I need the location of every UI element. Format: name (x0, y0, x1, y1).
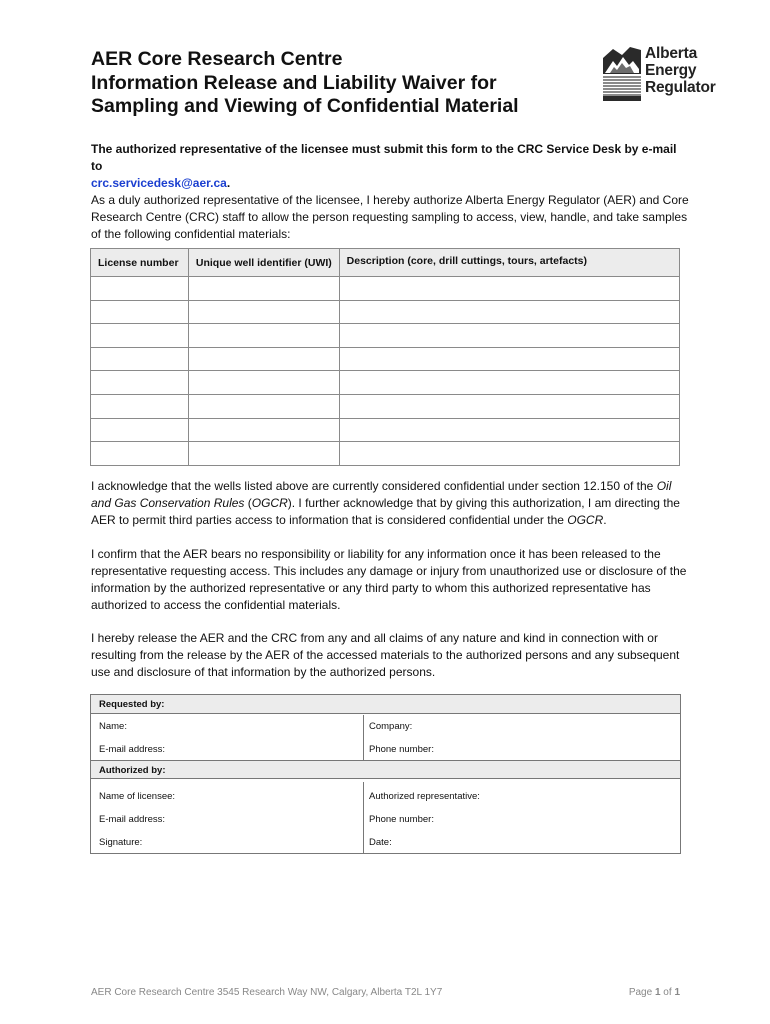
authorizer-phone-field[interactable]: Phone number: (369, 814, 434, 825)
description-cell[interactable] (339, 324, 679, 348)
instruction-text: The authorized representative of the licensee must submit this form to the CRC Service Desk by e-mail to (91, 142, 677, 173)
table-row (91, 371, 680, 395)
acknowledgement-paragraph (91, 478, 691, 529)
description-cell[interactable] (339, 442, 679, 466)
logo-wordmark (645, 45, 716, 96)
requested-by-heading: Requested by: (91, 695, 680, 714)
logo-word-2: Energy (645, 62, 697, 79)
uwi-cell[interactable] (188, 442, 339, 466)
table-row (91, 394, 680, 418)
release-paragraph: I hereby release the AER and the CRC from any and all claims of any nature and kind in connection with or resulting from the release by the AER of the accessed materials to the authorized persons and any subsequent use and disclosure of that information by the authorized persons. (91, 631, 680, 679)
uwi-cell[interactable] (188, 394, 339, 418)
ack-text-a: I acknowledge that the wells listed above are currently considered confidential under section 12.150 of the (91, 479, 657, 493)
date-field[interactable]: Date: (369, 837, 392, 848)
signature-field[interactable]: Signature: (99, 837, 143, 848)
license-cell[interactable] (91, 277, 189, 301)
uwi-cell[interactable] (188, 324, 339, 348)
page-current: 1 (654, 987, 661, 998)
license-cell[interactable] (91, 300, 189, 324)
table-row (91, 418, 680, 442)
column-license-number: License number (91, 249, 189, 277)
license-cell[interactable] (91, 418, 189, 442)
title-line-2: Information Release and Liability Waiver for (91, 71, 497, 94)
description-cell[interactable] (339, 418, 679, 442)
ack-text-d: . (603, 513, 607, 527)
license-cell[interactable] (91, 324, 189, 348)
title-line-3: Sampling and Viewing of Confidential Material (91, 95, 519, 117)
authorized-representative-field[interactable]: Authorized representative: (369, 791, 480, 802)
requester-company-field[interactable]: Company: (369, 721, 413, 732)
instruction-period: . (226, 176, 231, 190)
submission-instruction (91, 141, 691, 192)
uwi-cell[interactable] (188, 277, 339, 301)
liability-paragraph: I confirm that the AER bears no responsibility or liability for any information once it has been released to the representative requesting access. This includes any damage or injury from unauthorized use or disclosure of the information by the authorized representative or any third party to whom this authorized representative has authorized to access the confidential materials. (91, 547, 687, 612)
description-cell[interactable] (339, 347, 679, 371)
title-line-1: AER Core Research Centre (91, 48, 343, 70)
form-title (91, 48, 591, 119)
uwi-cell[interactable] (188, 371, 339, 395)
wells-table (90, 248, 680, 466)
table-row (91, 347, 680, 371)
license-cell[interactable] (91, 347, 189, 371)
table-row (91, 300, 680, 324)
logo-word-3: Regulator (645, 79, 716, 96)
description-cell[interactable] (339, 371, 679, 395)
license-cell[interactable] (91, 371, 189, 395)
licensee-name-field[interactable]: Name of licensee: (99, 791, 176, 802)
column-divider (363, 715, 364, 760)
aer-logo (603, 46, 733, 102)
page-total: 1 (674, 987, 680, 998)
service-desk-email-link[interactable]: crc.servicedesk@aer.ca (91, 176, 227, 190)
requester-name-field[interactable]: Name: (99, 721, 127, 732)
license-cell[interactable] (91, 394, 189, 418)
description-cell[interactable] (339, 394, 679, 418)
ack-text-b: ( (244, 496, 252, 510)
ack-text-c: ). I further acknowledge that by giving this authorization, I am directing the AER to permit third parties access to information that is considered confidential under the (91, 496, 680, 527)
ack-ogcr: OGCR (251, 496, 288, 510)
uwi-cell[interactable] (188, 418, 339, 442)
table-row (91, 442, 680, 466)
wells-table-header (91, 249, 680, 277)
authorizer-email-field[interactable]: E-mail address: (99, 814, 165, 825)
table-row (91, 324, 680, 348)
aer-mountain-logo-icon (603, 46, 643, 102)
column-description: Description (core, drill cuttings, tours, artefacts) (339, 249, 679, 277)
license-cell[interactable] (91, 442, 189, 466)
requester-email-field[interactable]: E-mail address: (99, 744, 165, 755)
description-cell[interactable] (339, 300, 679, 324)
authorized-by-heading: Authorized by: (91, 760, 680, 779)
uwi-cell[interactable] (188, 300, 339, 324)
footer-page-number (629, 987, 680, 998)
signature-box (90, 694, 681, 854)
page-prefix: Page (628, 987, 655, 998)
requester-phone-field[interactable]: Phone number: (369, 744, 434, 755)
ack-ogcr-2: OGCR (567, 513, 604, 527)
page-of: of (660, 987, 675, 998)
logo-word-1: Alberta (645, 45, 698, 62)
column-uwi: Unique well identifier (UWI) (188, 249, 339, 277)
description-cell[interactable] (339, 277, 679, 301)
uwi-cell[interactable] (188, 347, 339, 371)
ack-rules-title: Oil and Gas Conservation Rules (91, 479, 672, 510)
authorization-paragraph: As a duly authorized representative of the licensee, I hereby authorize Alberta Energy Regulator (AER) and Core Research Centre (CRC) staff to allow the person requesting sampling to access, view, handle, and take samples of the following confidential materials: (91, 193, 689, 241)
footer-address: AER Core Research Centre 3545 Research Way NW, Calgary, Alberta T2L 1Y7 (91, 987, 443, 998)
table-row (91, 277, 680, 301)
column-divider (363, 782, 364, 853)
